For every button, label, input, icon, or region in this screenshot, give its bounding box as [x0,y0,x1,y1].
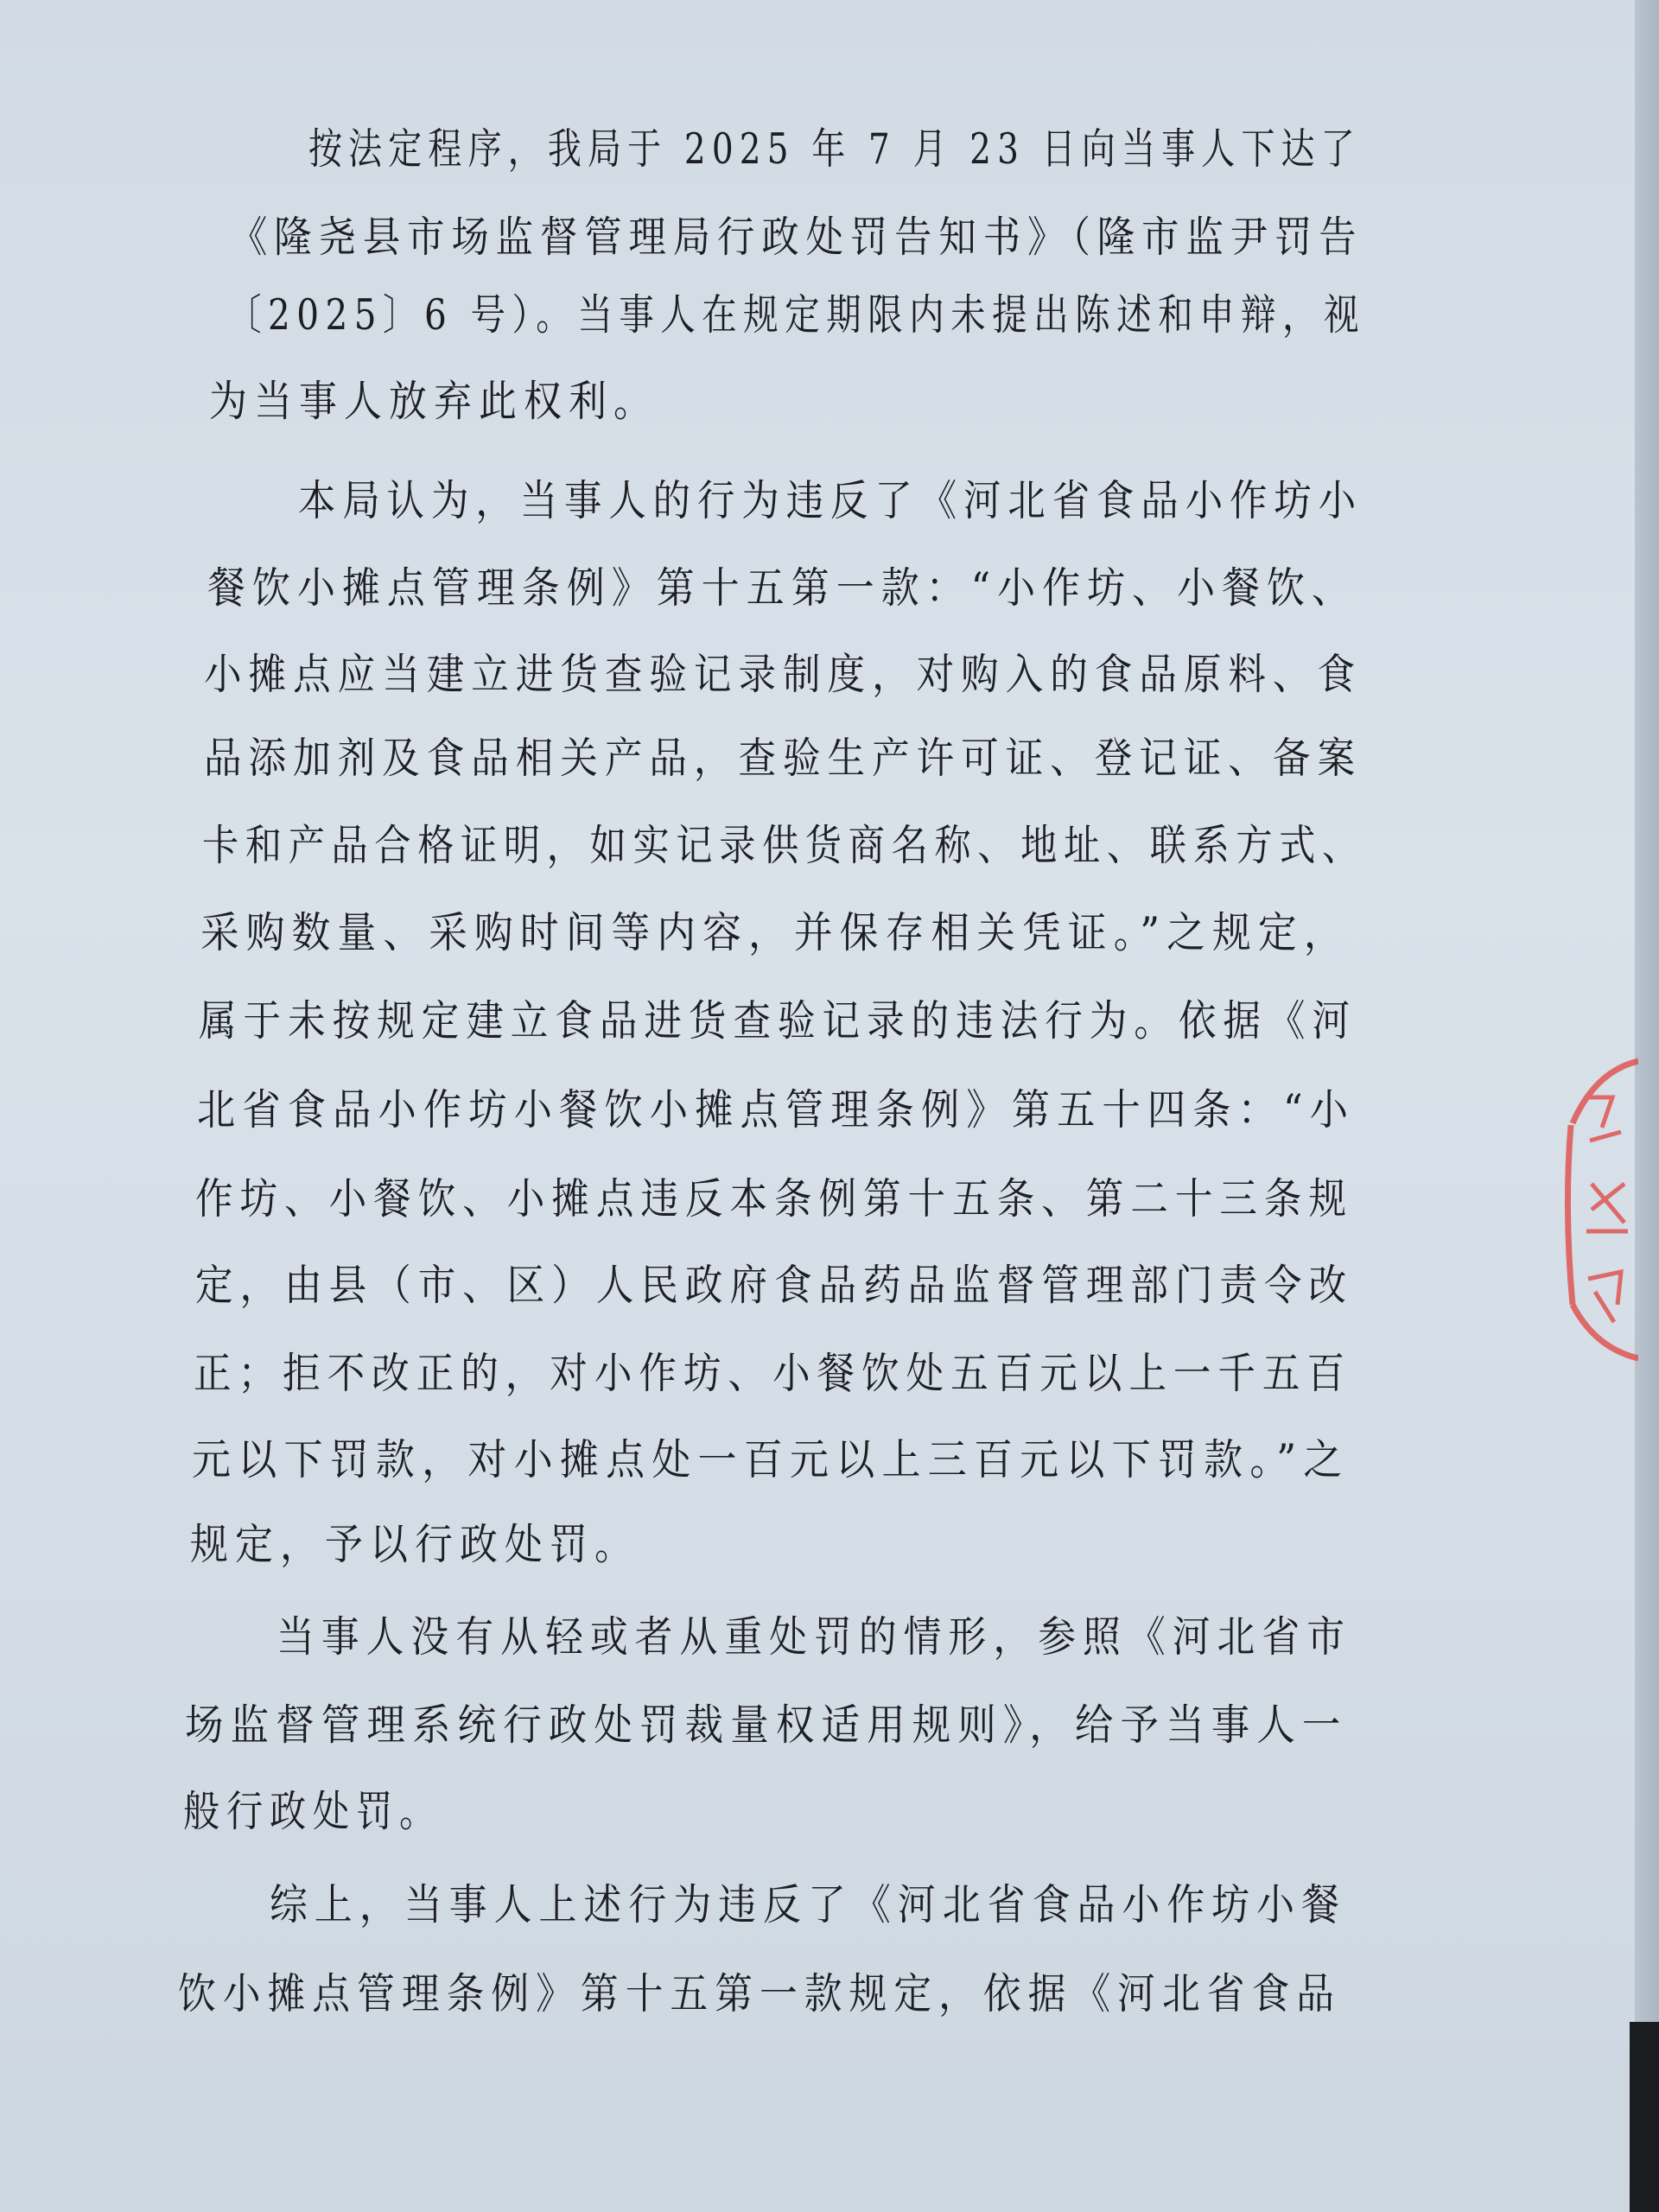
text-line: 作坊、小餐饮、小摊点违反本条例第十五条、第二十三条规 [195,1174,1354,1224]
text-line: 综上，当事人上述行为违反了《河北省食品小作坊小餐 [270,1880,1346,1929]
paper-edge-shadow [1635,0,1659,2212]
text-line: 北省食品小作坊小餐饮小摊点管理条例》第五十四条：“小 [197,1085,1356,1135]
text-line: 〔2025〕6 号）。当事人在规定期限内未提出陈述和申辩，视 [226,290,1366,340]
text-line: 采购数量、采购时间等内容，并保存相关凭证。”之规定， [200,908,1350,957]
official-seal-stamp [1560,1046,1638,1374]
text-line: 按法定程序，我局于 2025 年 7 月 23 日向当事人下达了 [308,124,1361,174]
text-line: 餐饮小摊点管理条例》第十五第一款：“小作坊、小餐饮、 [207,563,1357,613]
text-line: 定，由县（市、区）人民政府食品药品监督管理部门责令改 [195,1261,1354,1310]
text-line: 元以下罚款，对小摊点处一百元以上三百元以下罚款。”之 [192,1435,1350,1484]
text-line: 小摊点应当建立进货查验记录制度，对购入的食品原料、食 [204,650,1363,699]
text-line: 般行政处罚。 [183,1787,443,1836]
text-line: 正；拒不改正的，对小作坊、小餐饮处五百元以上一千五百 [194,1349,1352,1398]
text-line: 卡和产品合格证明，如实记录供货商名称、地址、联系方式、 [202,821,1365,870]
text-line: 本局认为，当事人的行为违反了《河北省食品小作坊小 [298,476,1363,525]
text-line: 属于未按规定建立食品进货查验记录的违法行为。依据《河 [199,996,1357,1046]
text-line: 饮小摊点管理条例》第十五第一款规定，依据《河北省食品 [178,1969,1342,2018]
text-line: 《隆尧县市场监督管理局行政处罚告知书》（隆市监尹罚告 [230,213,1363,262]
text-line: 品添加剂及食品相关产品，查验生产许可证、登记证、备案 [204,734,1363,783]
text-line: 规定，予以行政处罚。 [190,1520,640,1569]
text-line: 场监督管理系统行政处罚裁量权适用规则》，给予当事人一 [185,1700,1348,1750]
text-line: 为当事人放弃此权利。 [209,377,659,426]
text-line: 当事人没有从轻或者从重处罚的情形，参照《河北省市 [276,1612,1352,1662]
